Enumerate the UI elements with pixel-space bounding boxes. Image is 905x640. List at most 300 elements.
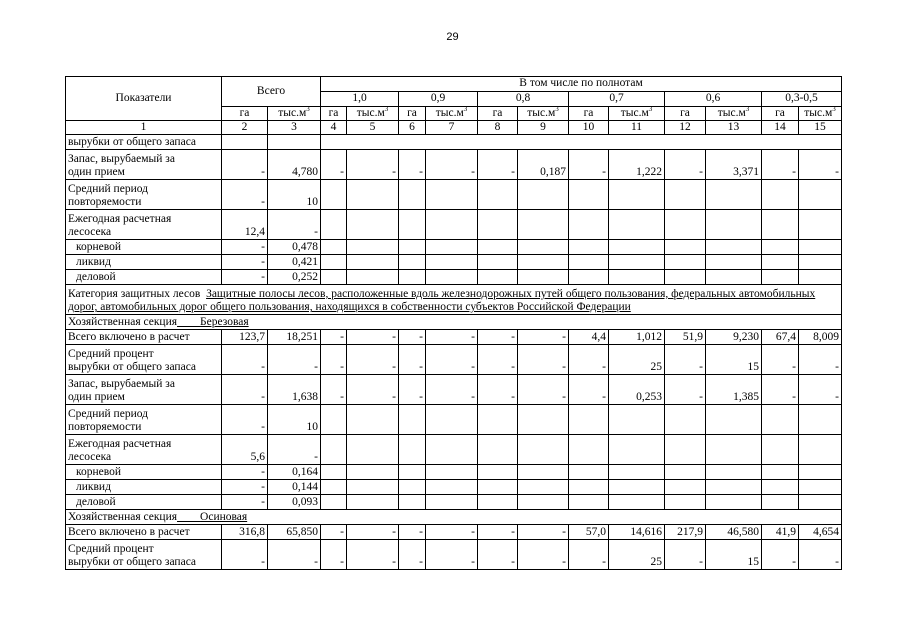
value-cell [399, 180, 426, 210]
label-line: Ежегодная расчетная [68, 213, 172, 225]
label-line: вырубки от общего запаса [68, 361, 197, 374]
value-cell [799, 435, 842, 465]
value-cell [762, 210, 799, 240]
value-cell [478, 480, 518, 495]
row-label: корневой [66, 240, 222, 255]
value-cell: 0,252 [268, 270, 321, 285]
header-row-1 [66, 77, 842, 92]
row-label: ликвид [66, 480, 222, 495]
unit-volume-header [609, 107, 665, 121]
value-cell [321, 480, 347, 495]
value-cell [569, 435, 609, 465]
value-cell: - [222, 480, 268, 495]
value-cell: 4,4 [569, 330, 609, 345]
unit-volume-superscript: 3 [648, 106, 653, 114]
value-cell [347, 465, 399, 480]
value-cell [399, 210, 426, 240]
value-cell: - [518, 375, 569, 405]
value-cell: - [399, 150, 426, 180]
section-label: Хозяйственная секция [68, 316, 178, 329]
value-cell: - [799, 540, 842, 570]
row-liquid [66, 255, 842, 270]
value-cell [347, 180, 399, 210]
value-cell: 1,638 [268, 375, 321, 405]
value-cell [569, 240, 609, 255]
value-cell: - [399, 525, 426, 540]
value-cell [706, 480, 762, 495]
value-cell: - [268, 210, 321, 240]
value-cell: - [347, 375, 399, 405]
unit-volume-header [426, 107, 478, 121]
value-cell [399, 405, 426, 435]
value-cell: - [222, 375, 268, 405]
value-cell [609, 465, 665, 480]
value-cell: 3,371 [706, 150, 762, 180]
value-cell [706, 435, 762, 465]
value-cell: 0,421 [268, 255, 321, 270]
column-number: 3 [268, 121, 321, 135]
row-root [66, 465, 842, 480]
value-cell: - [222, 255, 268, 270]
value-cell [762, 480, 799, 495]
value-cell: 0,187 [518, 150, 569, 180]
value-cell: - [321, 345, 347, 375]
value-cell: - [222, 465, 268, 480]
value-cell [399, 465, 426, 480]
label-line: лесосека [68, 451, 112, 464]
value-cell: - [426, 345, 478, 375]
value-cell: - [399, 375, 426, 405]
value-cell [321, 210, 347, 240]
value-cell: - [347, 525, 399, 540]
unit-ha-header: га [569, 107, 609, 121]
value-cell: - [799, 345, 842, 375]
value-cell: 0,478 [268, 240, 321, 255]
value-cell [665, 405, 706, 435]
label-line: Ежегодная расчетная [68, 438, 172, 450]
value-cell [399, 480, 426, 495]
value-cell [706, 465, 762, 480]
column-number: 6 [399, 121, 426, 135]
row-total-included [66, 330, 842, 345]
label-line: Средний процент [68, 348, 154, 360]
value-cell [347, 240, 399, 255]
value-cell: 8,009 [799, 330, 842, 345]
value-cell [609, 435, 665, 465]
value-cell [478, 255, 518, 270]
value-cell [665, 270, 706, 285]
value-cell [706, 255, 762, 270]
unit-volume-superscript: 3 [745, 106, 750, 114]
row-label [66, 210, 222, 240]
row-label: Всего включено в расчет [66, 330, 222, 345]
unit-volume-superscript: 3 [555, 106, 559, 114]
value-cell [665, 210, 706, 240]
value-cell [478, 210, 518, 240]
unit-volume-text: тыс.м [356, 107, 385, 119]
value-cell: 1,222 [609, 150, 665, 180]
value-cell [478, 495, 518, 510]
value-cell [706, 405, 762, 435]
category-text: Защитные полосы лесов, расположенные вдоль железнодорожных путей общего пользования, федеральных автомобильных дорог, автомобильных дорог общего пользования, находящихся в собственности субъектов Российской Федерации [68, 288, 816, 314]
value-cell [426, 480, 478, 495]
value-cell [426, 240, 478, 255]
value-cell: - [222, 345, 268, 375]
value-cell: - [665, 540, 706, 570]
unit-volume-superscript: 3 [463, 106, 468, 114]
unit-volume-header [518, 107, 569, 121]
page-number: 29 [446, 31, 459, 43]
value-cell: - [762, 540, 799, 570]
value-cell [426, 405, 478, 435]
value-cell [321, 240, 347, 255]
value-cell [426, 435, 478, 465]
value-cell: 1,385 [706, 375, 762, 405]
value-cell [762, 495, 799, 510]
value-cell [518, 180, 569, 210]
value-cell: - [347, 150, 399, 180]
value-cell [399, 255, 426, 270]
value-cell [321, 465, 347, 480]
value-cell: - [569, 150, 609, 180]
value-cell [518, 435, 569, 465]
value-cell [321, 180, 347, 210]
cell [321, 135, 842, 150]
value-cell [609, 255, 665, 270]
value-cell [399, 270, 426, 285]
value-cell [518, 240, 569, 255]
value-cell [478, 240, 518, 255]
row-label [66, 375, 222, 405]
row-total-included [66, 525, 842, 540]
row-label: деловой [66, 495, 222, 510]
value-cell: - [268, 540, 321, 570]
value-cell: 15 [706, 540, 762, 570]
header-indicators: Показатели [66, 77, 222, 121]
value-cell [426, 465, 478, 480]
value-cell [799, 480, 842, 495]
value-cell: - [222, 405, 268, 435]
value-cell: - [478, 525, 518, 540]
value-cell: - [569, 540, 609, 570]
value-cell [569, 270, 609, 285]
value-cell: 5,6 [222, 435, 268, 465]
unit-volume-header [799, 107, 842, 121]
row-repeat-period [66, 405, 842, 435]
value-cell [569, 465, 609, 480]
row-annual-cut [66, 435, 842, 465]
value-cell [799, 180, 842, 210]
row-root [66, 240, 842, 255]
value-cell [762, 255, 799, 270]
row-cut-pct-tail [66, 135, 842, 150]
value-cell: - [478, 150, 518, 180]
column-number: 13 [706, 121, 762, 135]
label-line: Средний процент [68, 543, 154, 555]
value-cell: - [426, 150, 478, 180]
value-cell [665, 180, 706, 210]
value-cell [665, 255, 706, 270]
unit-ha-header: га [762, 107, 799, 121]
value-cell [518, 495, 569, 510]
column-numbers-row [66, 121, 842, 135]
section-name: Осиновая [200, 511, 248, 524]
value-cell: 14,616 [609, 525, 665, 540]
value-cell [569, 495, 609, 510]
label-line: вырубки от общего запаса [68, 556, 197, 569]
label-line: Средний период [68, 183, 148, 195]
value-cell [706, 210, 762, 240]
unit-volume-text: тыс.м [435, 107, 464, 119]
value-cell: - [321, 150, 347, 180]
label-line: один прием [68, 391, 125, 404]
value-cell: - [665, 375, 706, 405]
value-cell [321, 255, 347, 270]
section-underline [177, 316, 200, 328]
value-cell [569, 210, 609, 240]
unit-volume-header [268, 107, 321, 121]
row-label [66, 540, 222, 570]
unit-volume-text: тыс.м [717, 107, 746, 119]
value-cell: - [222, 270, 268, 285]
density-header: 0,9 [399, 92, 478, 107]
column-number: 1 [66, 121, 222, 135]
label-line: Запас, вырубаемый за [68, 378, 175, 390]
value-cell: 46,580 [706, 525, 762, 540]
unit-volume-text: тыс.м [620, 107, 649, 119]
value-cell [706, 180, 762, 210]
value-cell [609, 240, 665, 255]
value-cell: 0,144 [268, 480, 321, 495]
row-business [66, 270, 842, 285]
cell [268, 135, 321, 150]
column-number: 9 [518, 121, 569, 135]
density-header: 0,7 [569, 92, 665, 107]
cell [222, 135, 268, 150]
value-cell [478, 270, 518, 285]
value-cell: - [321, 375, 347, 405]
value-cell [321, 495, 347, 510]
value-cell [799, 255, 842, 270]
value-cell [321, 270, 347, 285]
header-total: Всего [222, 77, 321, 107]
value-cell: - [569, 375, 609, 405]
value-cell [569, 255, 609, 270]
value-cell: 57,0 [569, 525, 609, 540]
value-cell: 316,8 [222, 525, 268, 540]
value-cell: - [665, 345, 706, 375]
value-cell: - [426, 375, 478, 405]
section-label: Хозяйственная секция [68, 511, 178, 524]
row-label: Всего включено в расчет [66, 525, 222, 540]
label-line: повторяемости [68, 421, 142, 434]
value-cell [762, 465, 799, 480]
unit-ha-header: га [399, 107, 426, 121]
section-name: Березовая [200, 316, 249, 329]
value-cell: - [478, 375, 518, 405]
label-line: один прием [68, 166, 125, 179]
section-underline [177, 511, 200, 523]
value-cell [399, 495, 426, 510]
value-cell: - [762, 375, 799, 405]
row-business [66, 495, 842, 510]
value-cell: 10 [268, 180, 321, 210]
density-header: 0,8 [478, 92, 569, 107]
value-cell: - [478, 345, 518, 375]
value-cell [399, 240, 426, 255]
value-cell: 0,164 [268, 465, 321, 480]
row-section-aspen [66, 510, 842, 525]
column-number: 14 [762, 121, 799, 135]
value-cell: - [222, 540, 268, 570]
value-cell [478, 465, 518, 480]
column-number: 7 [426, 121, 478, 135]
unit-volume-superscript: 3 [384, 106, 389, 114]
value-cell [799, 405, 842, 435]
value-cell: 0,093 [268, 495, 321, 510]
value-cell [665, 435, 706, 465]
value-cell [665, 480, 706, 495]
header-by-density: В том числе по полнотам [321, 77, 842, 92]
allowable-cut-table [65, 76, 842, 570]
value-cell: - [222, 150, 268, 180]
value-cell [347, 255, 399, 270]
row-label: ликвид [66, 255, 222, 270]
unit-volume-text: тыс.м [527, 107, 556, 119]
value-cell [569, 480, 609, 495]
value-cell: 15 [706, 345, 762, 375]
value-cell: - [426, 330, 478, 345]
row-label [66, 435, 222, 465]
value-cell: - [762, 345, 799, 375]
column-number: 4 [321, 121, 347, 135]
unit-ha-header: га [222, 107, 268, 121]
value-cell: 10 [268, 405, 321, 435]
value-cell [426, 495, 478, 510]
value-cell: - [799, 150, 842, 180]
value-cell [762, 405, 799, 435]
value-cell [609, 405, 665, 435]
value-cell: - [347, 540, 399, 570]
value-cell [609, 480, 665, 495]
value-cell [426, 210, 478, 240]
section-cell [66, 510, 842, 525]
label-line: повторяемости [68, 196, 142, 209]
row-category [66, 285, 842, 315]
value-cell: 12,4 [222, 210, 268, 240]
unit-ha-header: га [665, 107, 706, 121]
value-cell: 65,850 [268, 525, 321, 540]
value-cell [609, 495, 665, 510]
value-cell [347, 405, 399, 435]
value-cell [706, 495, 762, 510]
unit-volume-superscript: 3 [832, 106, 836, 114]
value-cell: 4,654 [799, 525, 842, 540]
value-cell [799, 465, 842, 480]
row-cut-pct [66, 540, 842, 570]
column-number: 5 [347, 121, 399, 135]
value-cell [321, 405, 347, 435]
value-cell [478, 180, 518, 210]
value-cell [518, 270, 569, 285]
unit-ha-header: га [321, 107, 347, 121]
row-label [66, 150, 222, 180]
value-cell: - [222, 180, 268, 210]
value-cell: 18,251 [268, 330, 321, 345]
column-number: 15 [799, 121, 842, 135]
unit-volume-text: тыс.м [804, 107, 833, 119]
value-cell [347, 270, 399, 285]
value-cell [799, 210, 842, 240]
density-header: 0,3-0,5 [762, 92, 842, 107]
value-cell [665, 465, 706, 480]
value-cell: 67,4 [762, 330, 799, 345]
value-cell [347, 480, 399, 495]
row-annual-cut [66, 210, 842, 240]
row-stock-per-cut [66, 375, 842, 405]
value-cell: 4,780 [268, 150, 321, 180]
value-cell: - [268, 345, 321, 375]
value-cell: - [518, 345, 569, 375]
value-cell: 0,253 [609, 375, 665, 405]
value-cell: - [321, 330, 347, 345]
value-cell: - [665, 150, 706, 180]
value-cell: 123,7 [222, 330, 268, 345]
row-liquid [66, 480, 842, 495]
value-cell: 9,230 [706, 330, 762, 345]
row-stock-per-cut [66, 150, 842, 180]
value-cell [518, 255, 569, 270]
value-cell [609, 210, 665, 240]
row-label: корневой [66, 465, 222, 480]
value-cell [399, 435, 426, 465]
label-line: Запас, вырубаемый за [68, 153, 175, 165]
column-number: 11 [609, 121, 665, 135]
value-cell [518, 480, 569, 495]
value-cell: - [399, 330, 426, 345]
unit-volume-text: тыс.м [278, 107, 307, 119]
value-cell [518, 405, 569, 435]
value-cell: - [347, 345, 399, 375]
value-cell: 25 [609, 345, 665, 375]
label-line: Средний период [68, 408, 148, 420]
column-number: 12 [665, 121, 706, 135]
value-cell [762, 240, 799, 255]
row-label [66, 405, 222, 435]
value-cell [762, 270, 799, 285]
value-cell: 217,9 [665, 525, 706, 540]
unit-volume-header [347, 107, 399, 121]
density-header: 0,6 [665, 92, 762, 107]
category-cell [66, 285, 842, 315]
value-cell: - [762, 150, 799, 180]
value-cell: - [222, 495, 268, 510]
value-cell: - [426, 525, 478, 540]
value-cell [665, 495, 706, 510]
value-cell [706, 270, 762, 285]
row-repeat-period [66, 180, 842, 210]
section-cell [66, 315, 842, 330]
column-number: 10 [569, 121, 609, 135]
density-header: 1,0 [321, 92, 399, 107]
value-cell [518, 210, 569, 240]
value-cell: - [347, 330, 399, 345]
value-cell: 41,9 [762, 525, 799, 540]
unit-volume-superscript: 3 [306, 106, 310, 114]
value-cell: - [478, 330, 518, 345]
value-cell [321, 435, 347, 465]
value-cell [609, 270, 665, 285]
